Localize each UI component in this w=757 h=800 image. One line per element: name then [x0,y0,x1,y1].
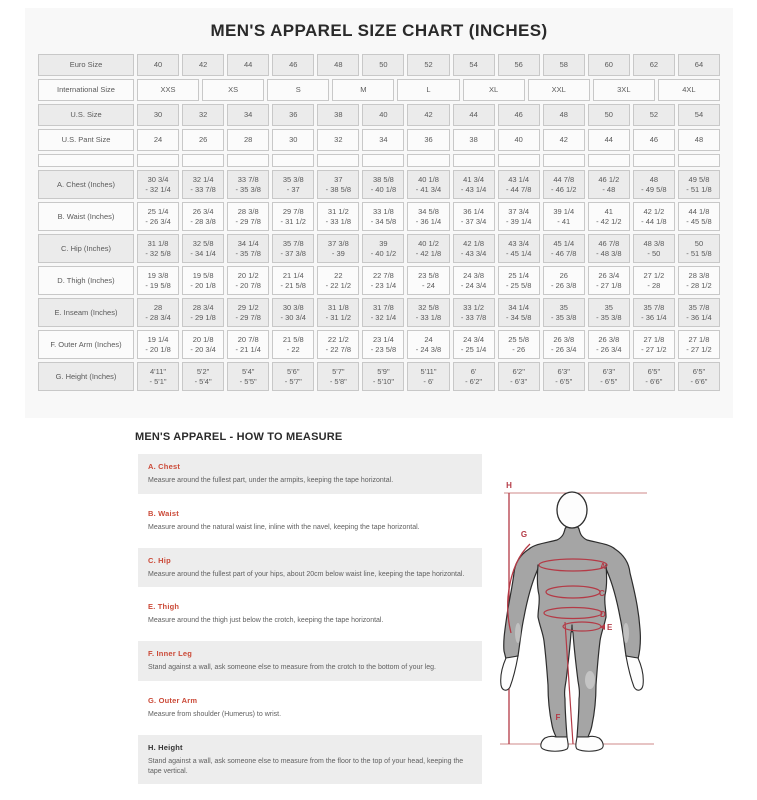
size-cell: 50 - 51 5/8 [678,234,720,263]
size-cell: 50 [588,104,630,126]
size-cell: XS [202,79,264,101]
size-cell: 30 [137,104,179,126]
size-cell: 56 [498,54,540,76]
size-table-row [38,79,720,101]
size-cell: 34 5/8 - 36 1/4 [407,202,449,231]
measure-item-heading: B. Waist [148,508,179,518]
size-cell: 42 1/2 - 44 1/8 [633,202,675,231]
row-cells [137,202,720,231]
measure-item [138,594,482,634]
forearm-highlight [515,623,521,643]
size-cell: 34 [227,104,269,126]
size-cell: 22 7/8 - 23 1/4 [362,266,404,295]
size-cell: 30 3/8 - 30 3/4 [272,298,314,327]
empty-cell [317,154,359,167]
row-cells [137,79,720,101]
figure-label-g: G [520,530,528,539]
size-cell: 40 [137,54,179,76]
size-table-row [38,234,720,263]
size-cell: 20 7/8 - 21 1/4 [227,330,269,359]
size-cell: 29 7/8 - 31 1/2 [272,202,314,231]
size-cell: 32 5/8 - 33 1/8 [407,298,449,327]
size-cell: 41 - 42 1/2 [588,202,630,231]
size-cell: 6'3" - 6'5" [543,362,585,391]
figure-label-h: H [506,481,512,490]
size-cell: 32 1/4 - 33 7/8 [182,170,224,199]
size-table-row [38,202,720,231]
size-cell: 46 1/2 - 48 [588,170,630,199]
size-table [38,54,720,394]
size-cell: 32 5/8 - 34 1/4 [182,234,224,263]
size-cell: 26 3/4 - 28 3/8 [182,202,224,231]
size-cell: 37 3/4 - 39 1/4 [498,202,540,231]
row-label: B. Waist (Inches) [38,202,134,231]
measure-item-text: Measure around the fullest part of your hips, about 20cm below waist line, keeping the tape horizontal. [148,570,465,578]
size-cell: 6'2" - 6'3" [498,362,540,391]
size-cell: 46 [272,54,314,76]
size-cell: 36 [272,104,314,126]
empty-cell [633,154,675,167]
row-cells [137,234,720,263]
size-table-row [38,266,720,295]
size-cell: 20 1/8 - 20 3/4 [182,330,224,359]
size-cell: S [267,79,329,101]
measure-items [138,454,482,791]
figure-head [557,492,587,528]
size-cell: 50 [362,54,404,76]
size-cell: 5'4" - 5'5" [227,362,269,391]
size-cell: 3XL [593,79,655,101]
size-cell: 54 [678,104,720,126]
size-cell: L [397,79,459,101]
empty-cell [182,154,224,167]
size-cell: 58 [543,54,585,76]
row-label: Euro Size [38,54,134,76]
size-cell: 46 [633,129,675,151]
size-chart-title: MEN'S APPAREL SIZE CHART (INCHES) [210,21,548,40]
size-cell: 40 [498,129,540,151]
measure-item-heading: E. Thigh [148,602,180,612]
size-cell: 37 3/8 - 39 [317,234,359,263]
figure-right-hand [626,656,643,690]
size-cell: 36 1/4 - 37 3/4 [453,202,495,231]
measure-item-heading: H. Height [148,742,183,752]
size-cell: 48 - 49 5/8 [633,170,675,199]
figure-left-foot [541,736,568,751]
size-cell: 19 1/4 - 20 1/8 [137,330,179,359]
size-cell: 46 7/8 - 48 3/8 [588,234,630,263]
size-cell: 46 [498,104,540,126]
size-cell: 48 [543,104,585,126]
row-cells [137,266,720,295]
size-cell: 49 5/8 - 51 1/8 [678,170,720,199]
size-cell: 42 [182,54,224,76]
size-cell: 42 1/8 - 43 3/4 [453,234,495,263]
size-cell: 32 [317,129,359,151]
row-cells [137,330,720,359]
size-cell: 36 [407,129,449,151]
size-cell: 30 3/4 - 32 1/4 [137,170,179,199]
size-cell: 21 1/4 - 21 5/8 [272,266,314,295]
size-cell: 52 [633,104,675,126]
measure-item-text: Measure around the natural waist line, inline with the navel, keeping the tape horizontal. [148,523,420,531]
size-cell: 40 [362,104,404,126]
figure-body-silhouette [504,525,641,737]
size-cell: 25 1/4 - 26 3/4 [137,202,179,231]
size-cell: 40 1/2 - 42 1/8 [407,234,449,263]
size-table-row [38,298,720,327]
knee-highlight [585,671,595,689]
size-cell: 48 [678,129,720,151]
size-cell: 5'7" - 5'8" [317,362,359,391]
size-cell: 48 [317,54,359,76]
row-cells [137,362,720,391]
size-cell: 26 3/8 - 26 3/4 [543,330,585,359]
size-cell: 39 1/4 - 41 [543,202,585,231]
forearm-highlight [623,623,629,643]
figure-label-d: D [600,610,606,619]
measure-item-text: Measure from shoulder (Humerus) to wrist. [148,710,282,718]
size-cell: 27 1/2 - 28 [633,266,675,295]
size-table-row [38,170,720,199]
size-cell: 31 1/8 - 32 5/8 [137,234,179,263]
size-cell: 5'6" - 5'7" [272,362,314,391]
size-cell: 25 1/4 - 25 5/8 [498,266,540,295]
size-cell: 24 [137,129,179,151]
measure-item [138,688,482,728]
size-cell: 35 7/8 - 36 1/4 [678,298,720,327]
size-cell: 5'11" - 6' [407,362,449,391]
size-cell: 42 [543,129,585,151]
size-cell: 5'2" - 5'4" [182,362,224,391]
size-cell: 32 [182,104,224,126]
size-cell: 24 3/4 - 25 1/4 [453,330,495,359]
size-cell: 44 [588,129,630,151]
figure-label-c: C [599,589,605,598]
size-cell: 35 7/8 - 36 1/4 [633,298,675,327]
measure-item-text: Stand against a wall, ask someone else to measure from the floor to the top of your head, keeping the tape vertical. [148,757,464,775]
row-label: D. Thigh (Inches) [38,266,134,295]
measure-item-heading: F. Inner Leg [148,649,193,659]
how-to-measure-title: MEN'S APPAREL - HOW TO MEASURE [135,431,343,443]
size-cell: 33 1/8 - 34 5/8 [362,202,404,231]
size-cell: 35 3/8 - 37 [272,170,314,199]
size-cell: M [332,79,394,101]
size-cell: 26 - 26 3/8 [543,266,585,295]
size-cell: 25 5/8 - 26 [498,330,540,359]
size-table-row [38,54,720,76]
size-cell: 60 [588,54,630,76]
size-cell: 34 [362,129,404,151]
figure-left-hand [501,656,518,690]
measure-item [138,641,482,681]
measure-item [138,501,482,541]
size-cell: 28 3/8 - 29 7/8 [227,202,269,231]
size-cell: 38 [453,129,495,151]
row-label: International Size [38,79,134,101]
size-cell: 38 [317,104,359,126]
size-cell: 28 [227,129,269,151]
size-cell: 44 [453,104,495,126]
empty-cell [588,154,630,167]
empty-cell [272,154,314,167]
size-cell: 20 1/2 - 20 7/8 [227,266,269,295]
row-cells [137,298,720,327]
measure-item [138,454,482,494]
size-cell: 26 [182,129,224,151]
empty-cell [453,154,495,167]
size-cell: 31 1/2 - 33 1/8 [317,202,359,231]
size-cell: 45 1/4 - 46 7/8 [543,234,585,263]
row-cells [137,154,720,167]
figure-label-f: F [555,713,561,722]
size-cell: 28 3/4 - 29 1/8 [182,298,224,327]
size-cell: 44 1/8 - 45 5/8 [678,202,720,231]
row-cells [137,54,720,76]
size-cell: 23 1/4 - 23 5/8 [362,330,404,359]
size-cell: 33 1/2 - 33 7/8 [453,298,495,327]
size-cell: 35 7/8 - 37 3/8 [272,234,314,263]
size-cell: 39 - 40 1/2 [362,234,404,263]
size-table-row [38,104,720,126]
measure-item-heading: C. Hip [148,555,171,565]
size-cell: XXS [137,79,199,101]
size-cell: 54 [453,54,495,76]
size-table-row [38,362,720,391]
size-cell: 6'5" - 6'6" [678,362,720,391]
row-label: G. Height (Inches) [38,362,134,391]
size-cell: 62 [633,54,675,76]
size-cell: 31 7/8 - 32 1/4 [362,298,404,327]
measure-item-text: Stand against a wall, ask someone else to measure from the crotch to the bottom of your leg. [148,664,436,672]
size-cell: 6'5" - 6'6" [633,362,675,391]
size-cell: 34 1/4 - 35 7/8 [227,234,269,263]
empty-cell [678,154,720,167]
size-table-row [38,154,720,167]
size-cell: 29 1/2 - 29 7/8 [227,298,269,327]
size-cell: 19 5/8 - 20 1/8 [182,266,224,295]
size-cell: 22 - 22 1/2 [317,266,359,295]
size-cell: 52 [407,54,449,76]
empty-cell [407,154,449,167]
figure-label-a: A [600,562,606,571]
row-label: F. Outer Arm (Inches) [38,330,134,359]
empty-cell [543,154,585,167]
size-cell: 21 5/8 - 22 [272,330,314,359]
measure-item [138,548,482,588]
size-cell: 5'9" - 5'10" [362,362,404,391]
size-cell: XL [463,79,525,101]
empty-cell [498,154,540,167]
figure-label-e: E [607,623,613,632]
size-cell: 28 3/8 - 28 1/2 [678,266,720,295]
measurement-figure [487,459,662,791]
size-cell: 40 1/8 - 41 3/4 [407,170,449,199]
size-chart-panel [25,8,733,418]
size-cell: 43 1/4 - 44 7/8 [498,170,540,199]
size-cell: 37 - 38 5/8 [317,170,359,199]
figure-right-foot [576,736,603,751]
size-cell: 41 3/4 - 43 1/4 [453,170,495,199]
measure-item-heading: G. Outer Arm [148,695,198,705]
empty-cell [137,154,179,167]
size-cell: 4XL [658,79,720,101]
size-cell: 26 3/4 - 27 1/8 [588,266,630,295]
row-label: U.S. Pant Size [38,129,134,151]
size-cell: 35 - 35 3/8 [543,298,585,327]
size-cell: 64 [678,54,720,76]
size-cell: 24 3/8 - 24 3/4 [453,266,495,295]
size-cell: 44 7/8 - 46 1/2 [543,170,585,199]
row-cells [137,170,720,199]
row-cells [137,104,720,126]
size-cell: XXL [528,79,590,101]
measure-item-text: Measure around the fullest part, under the armpits, keeping the tape horizontal. [148,477,394,484]
size-cell: 19 3/8 - 19 5/8 [137,266,179,295]
size-cell: 28 - 28 3/4 [137,298,179,327]
row-label: A. Chest (Inches) [38,170,134,199]
size-table-row [38,330,720,359]
size-cell: 34 1/4 - 34 5/8 [498,298,540,327]
size-cell: 48 3/8 - 50 [633,234,675,263]
size-cell: 27 1/8 - 27 1/2 [633,330,675,359]
row-label: U.S. Size [38,104,134,126]
empty-cell [227,154,269,167]
row-label [38,154,134,167]
size-cell: 22 1/2 - 22 7/8 [317,330,359,359]
size-cell: 31 1/8 - 31 1/2 [317,298,359,327]
size-cell: 6'3" - 6'5" [588,362,630,391]
size-cell: 42 [407,104,449,126]
size-cell: 26 3/8 - 26 3/4 [588,330,630,359]
size-cell: 35 - 35 3/8 [588,298,630,327]
size-cell: 27 1/8 - 27 1/2 [678,330,720,359]
measure-item-heading: A. Chest [148,462,181,471]
size-cell: 44 [227,54,269,76]
size-cell: 24 - 24 3/8 [407,330,449,359]
measure-item-text: Measure around the thigh just below the crotch, keeping the tape horizontal. [148,617,384,625]
row-label: C. Hip (Inches) [38,234,134,263]
size-cell: 38 5/8 - 40 1/8 [362,170,404,199]
size-cell: 30 [272,129,314,151]
measure-item [138,735,482,785]
row-cells [137,129,720,151]
size-cell: 43 3/4 - 45 1/4 [498,234,540,263]
size-table-row [38,129,720,151]
row-label: E. Inseam (Inches) [38,298,134,327]
size-cell: 33 7/8 - 35 3/8 [227,170,269,199]
empty-cell [362,154,404,167]
size-cell: 23 5/8 - 24 [407,266,449,295]
size-cell: 4'11" - 5'1" [137,362,179,391]
size-cell: 6' - 6'2" [453,362,495,391]
